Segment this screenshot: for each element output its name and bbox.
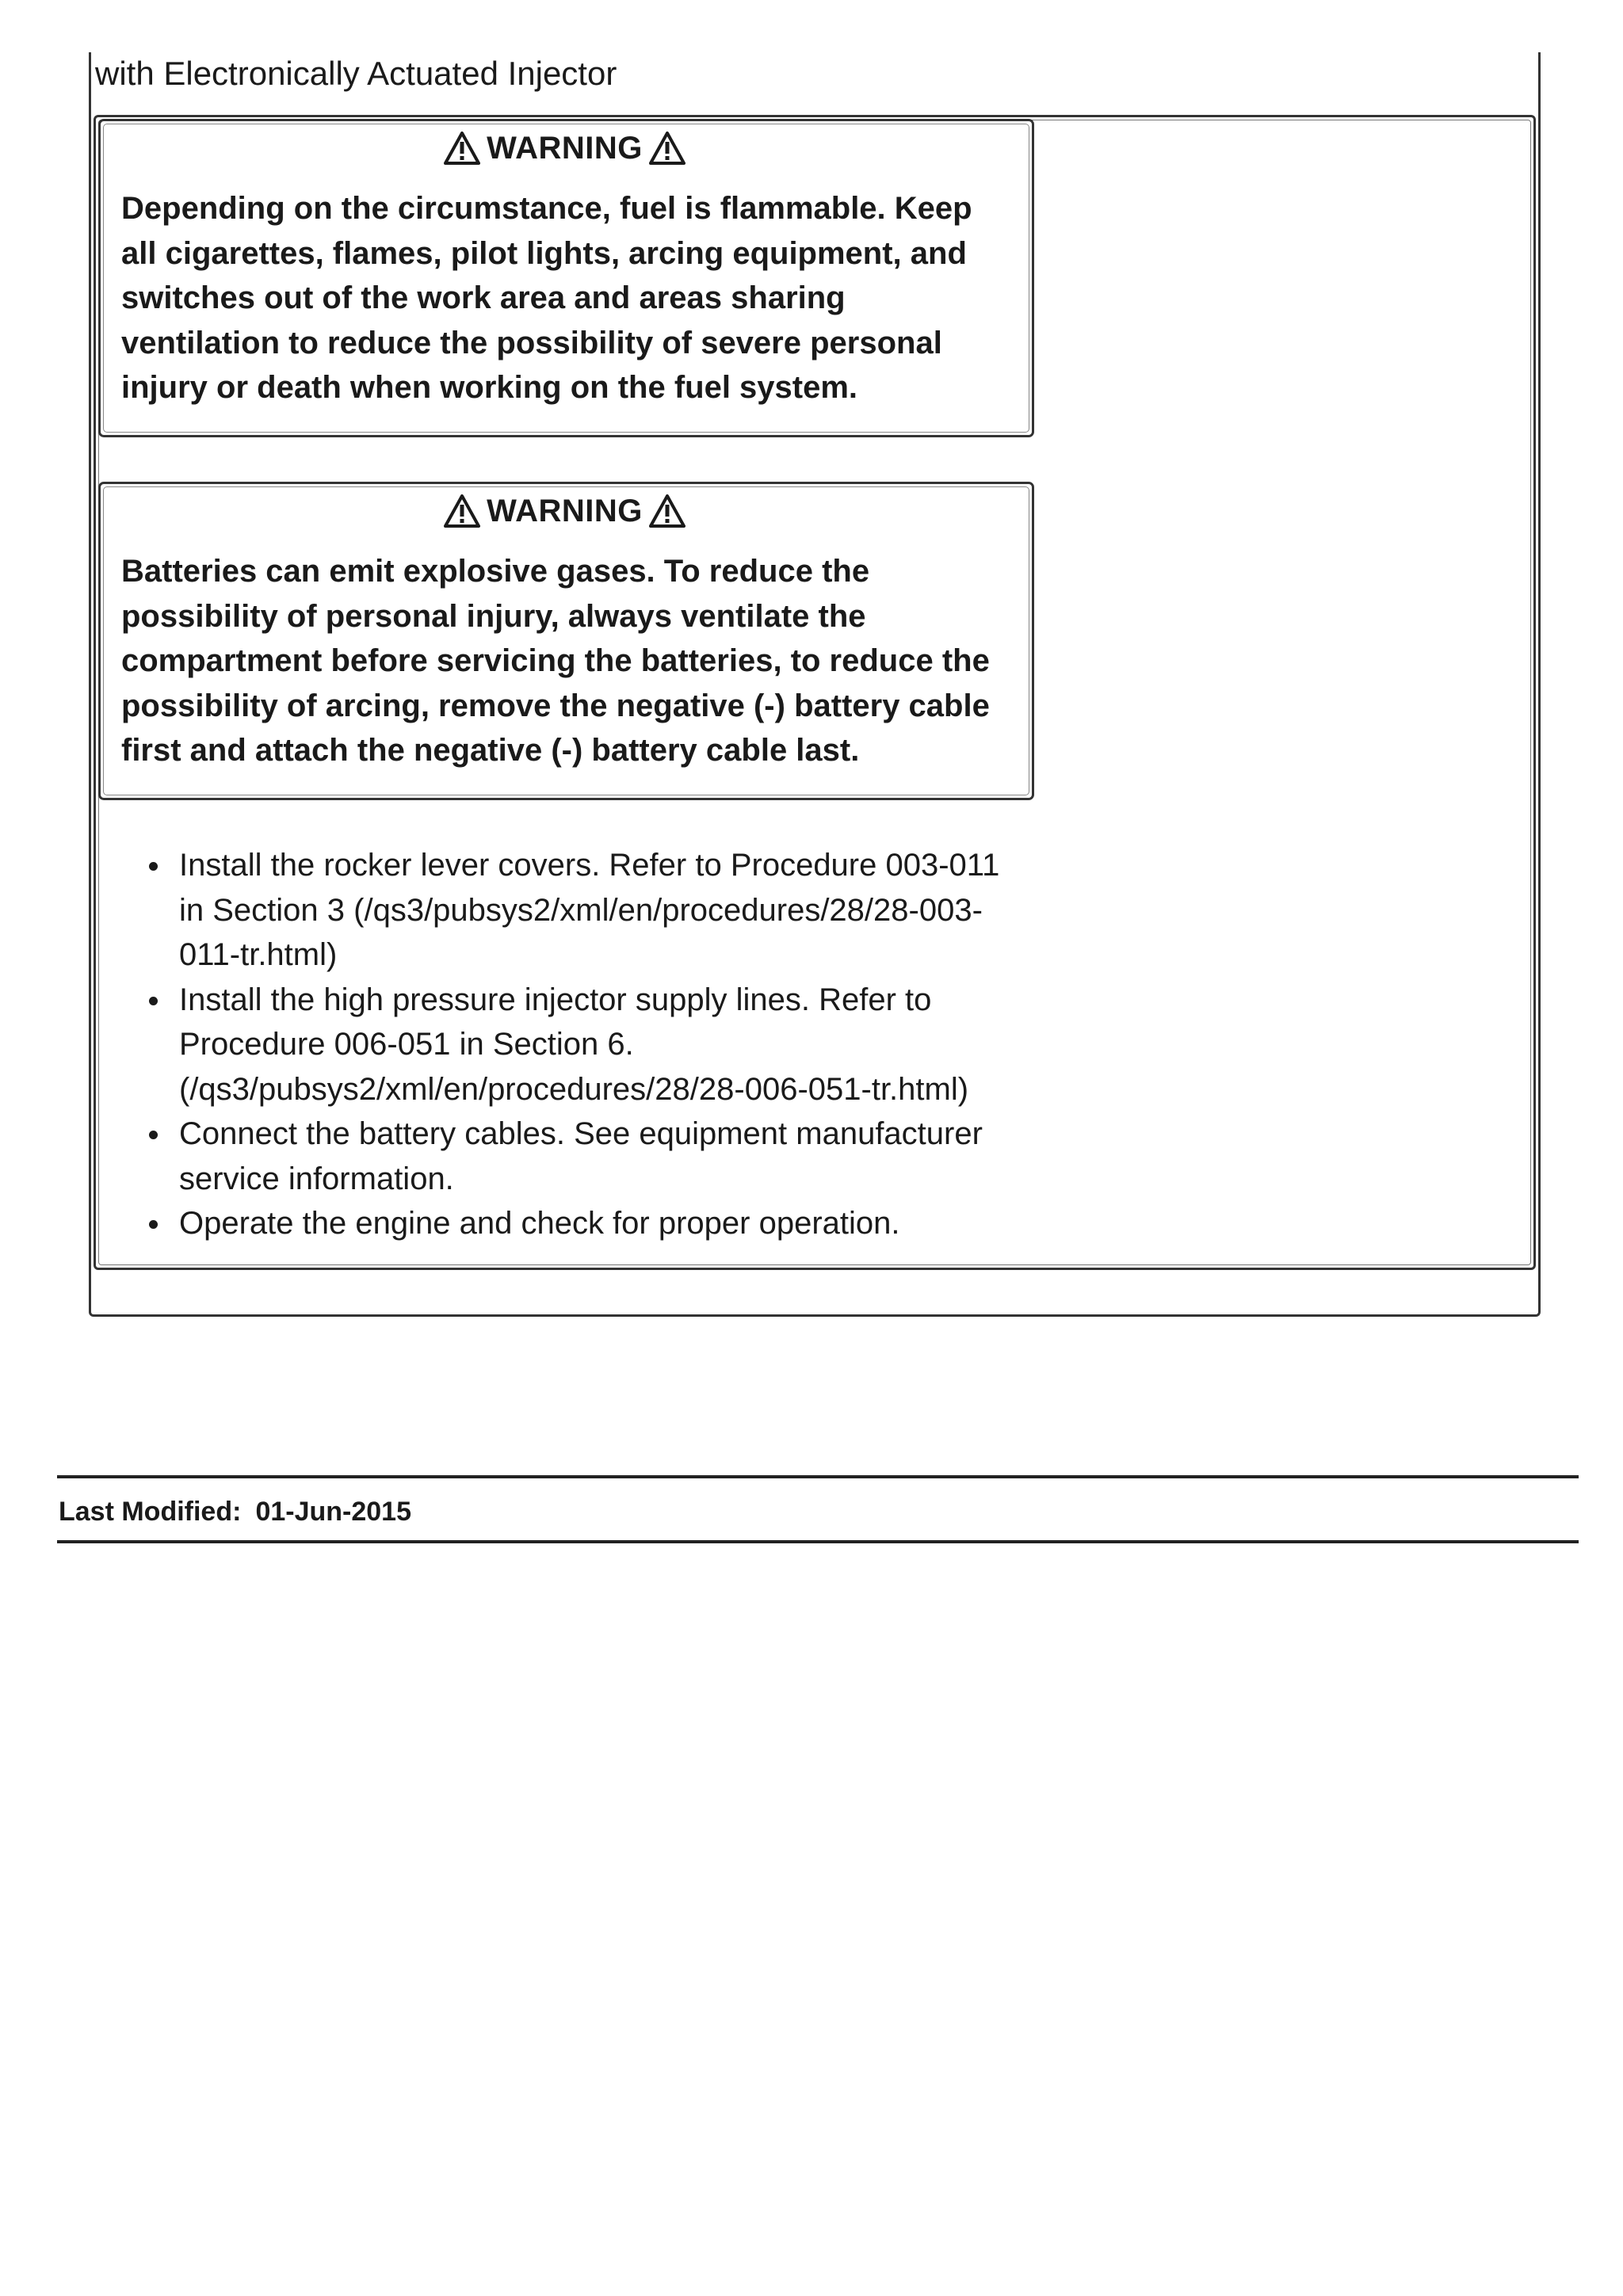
warning-line: switches out of the work area and areas sharing — [121, 280, 846, 315]
warning-line: Batteries can emit explosive gases. To reduce the — [121, 554, 870, 589]
warning-line: Depending on the circumstance, fuel is flammable. Keep — [121, 191, 972, 226]
bullet-icon — [149, 1220, 158, 1229]
warning-line: all cigarettes, flames, pilot lights, arcing equipment, and — [121, 235, 967, 271]
warning-title — [121, 128, 1008, 169]
step-line: (/qs3/pubsys2/xml/en/procedures/28/28-006-051-tr.html) — [179, 1071, 969, 1107]
step-line: Procedure 006-051 in Section 6. — [179, 1027, 634, 1062]
step-line: Install the rocker lever covers. Refer to Procedure 003-011 — [179, 848, 1000, 883]
warning-line: compartment before servicing the batteries, to reduce the — [121, 643, 990, 678]
warning-line: ventilation to reduce the possibility of severe personal — [121, 325, 942, 360]
warning-triangle-icon — [649, 132, 685, 165]
warning-triangle-icon — [444, 132, 480, 165]
warning-text — [121, 186, 1008, 410]
step-line: 011-tr.html) — [179, 937, 338, 972]
list-item — [139, 978, 1043, 1112]
step-line: Install the high pressure injector supply lines. Refer to — [179, 982, 932, 1017]
step-line: service information. — [179, 1161, 454, 1196]
warning-box-batteries — [98, 482, 1034, 800]
warning-label: WARNING — [487, 130, 643, 166]
warning-line: injury or death when working on the fuel system. — [121, 370, 858, 405]
list-item — [139, 1201, 1043, 1246]
warning-triangle-icon — [649, 494, 685, 528]
list-item — [139, 1112, 1043, 1201]
procedure-heading: with Electronically Actuated Injector — [95, 55, 617, 92]
warning-title — [121, 490, 1008, 532]
warning-line: first and attach the negative (-) battery cable last. — [121, 733, 860, 768]
step-line: in Section 3 (/qs3/pubsys2/xml/en/procedures/28/28-003- — [179, 892, 983, 928]
step-line: Connect the battery cables. See equipment manufacturer — [179, 1116, 983, 1151]
bullet-icon — [149, 1131, 158, 1139]
last-modified — [59, 1494, 411, 1529]
procedure-steps-list — [139, 843, 1043, 1246]
bullet-icon — [149, 862, 158, 871]
footer-divider-top — [57, 1475, 1579, 1478]
warning-line: possibility of arcing, remove the negative (-) battery cable — [121, 688, 990, 723]
warning-text — [121, 549, 1008, 773]
list-item — [139, 843, 1043, 978]
step-line: Operate the engine and check for proper operation. — [179, 1206, 900, 1241]
warning-label: WARNING — [487, 493, 643, 528]
warning-line: possibility of personal injury, always ventilate the — [121, 598, 866, 634]
last-modified-date: 01-Jun-2015 — [255, 1497, 411, 1527]
footer-divider-bottom — [57, 1540, 1579, 1543]
last-modified-label: Last Modified: — [59, 1497, 242, 1527]
bullet-icon — [149, 997, 158, 1005]
warning-triangle-icon — [444, 494, 480, 528]
warning-box-fuel — [98, 119, 1034, 437]
